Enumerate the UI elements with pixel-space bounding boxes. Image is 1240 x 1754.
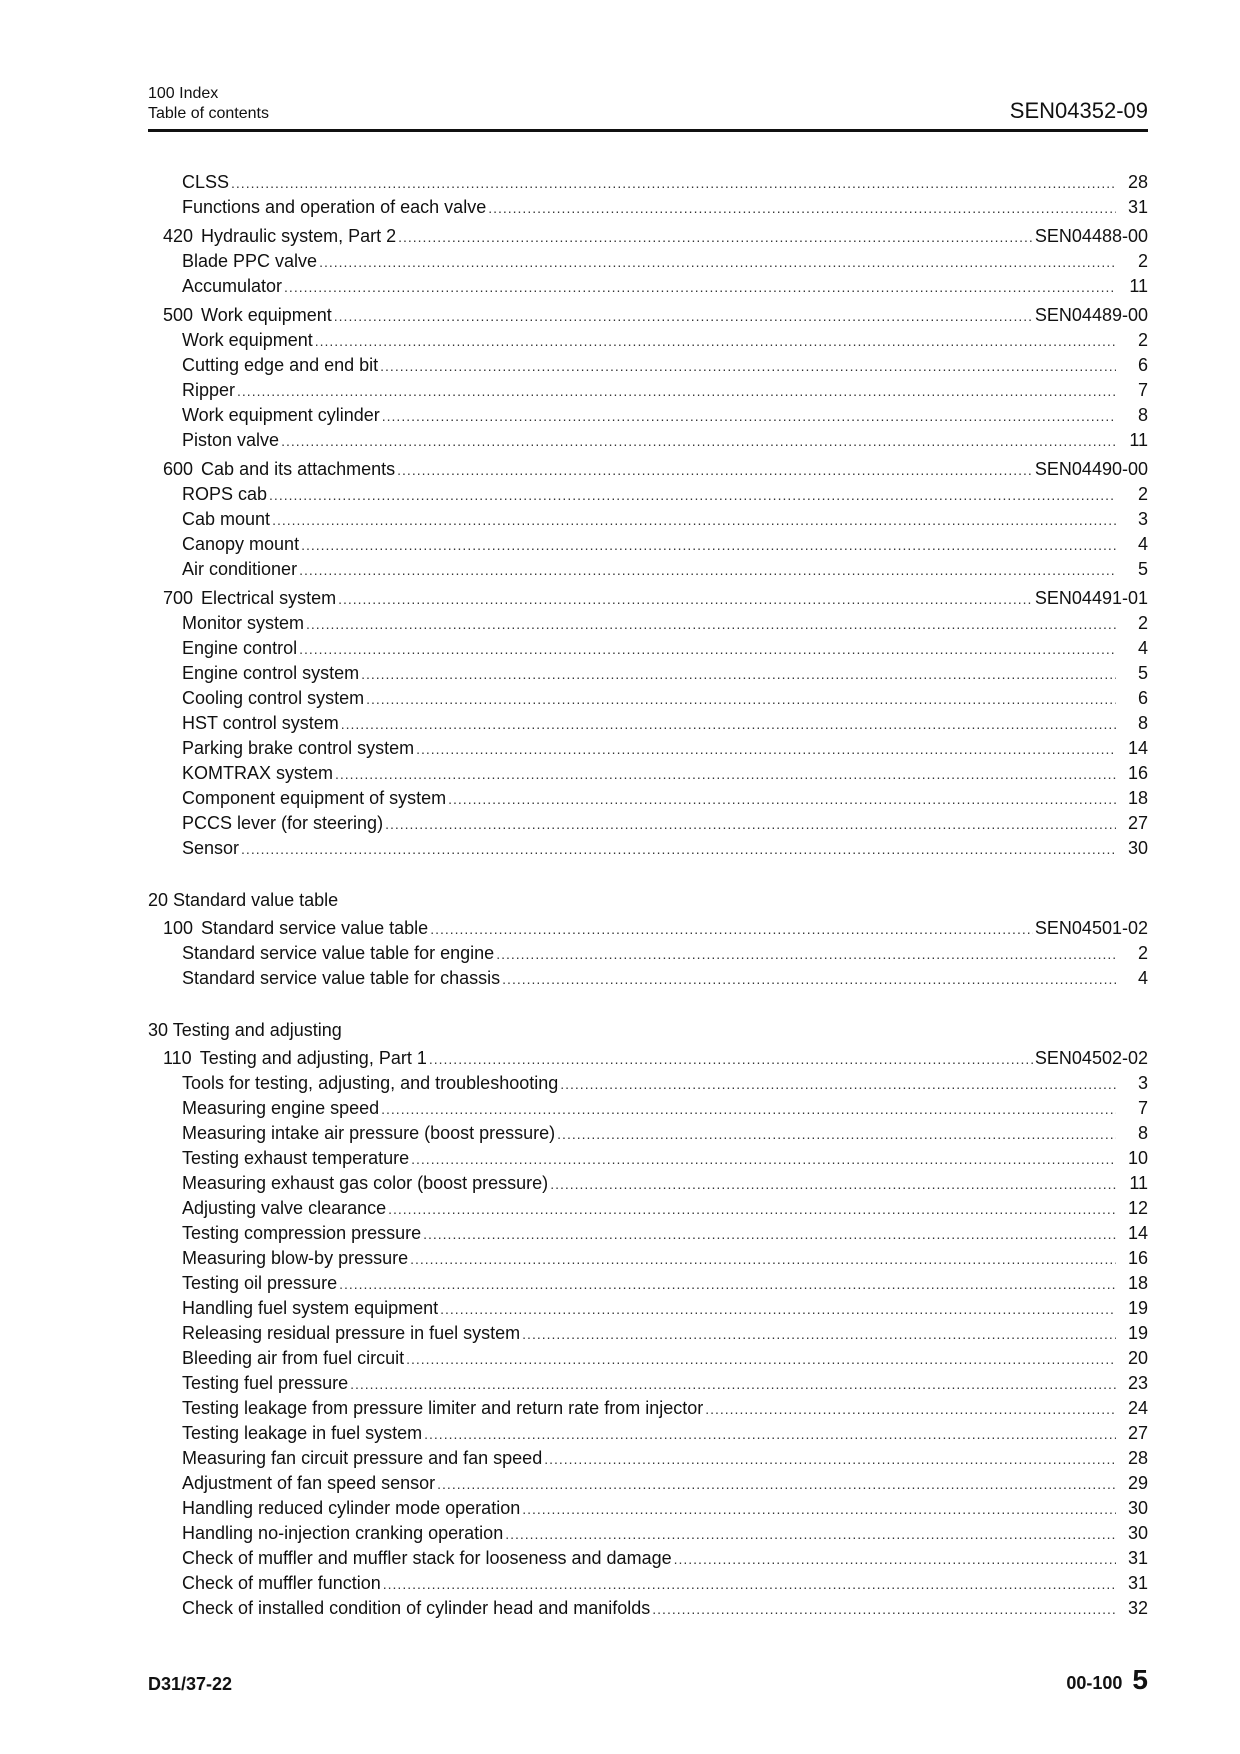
toc-entry-title: Testing leakage in fuel system	[182, 1423, 423, 1443]
footer-model: D31/37-22	[148, 1674, 233, 1694]
toc-section-entry[interactable]	[148, 226, 1148, 251]
toc-dot-leader	[430, 921, 1033, 937]
footer-page-number: 5	[1132, 1664, 1148, 1695]
toc-entry-page: 12	[1127, 1198, 1148, 1218]
toc-entry-page: 2	[1137, 330, 1148, 350]
toc-entry-page: 30	[1127, 838, 1148, 858]
toc-dot-leader	[397, 462, 1033, 478]
toc-entry-title: Blade PPC valve	[182, 251, 318, 271]
toc-entry-title: Check of installed condition of cylinder head and manifolds	[182, 1598, 651, 1618]
toc-entry[interactable]	[148, 1248, 1148, 1273]
toc-entry[interactable]	[148, 509, 1148, 534]
toc-entry[interactable]	[148, 1273, 1148, 1298]
toc-entry-page: 11	[1129, 1173, 1148, 1193]
toc-entry-page: 11	[1129, 430, 1148, 450]
toc-entry-title: HST control system	[182, 713, 339, 733]
toc-entry-title: Testing compression pressure	[182, 1223, 422, 1243]
toc-dot-leader	[674, 1551, 1116, 1567]
toc-dot-leader	[705, 1401, 1116, 1417]
toc-dot-leader	[319, 254, 1116, 270]
toc-entry-title: Check of muffler function	[182, 1573, 381, 1593]
toc-entry[interactable]	[148, 1073, 1148, 1098]
toc-entry[interactable]	[148, 1498, 1148, 1523]
toc-entry[interactable]	[148, 738, 1148, 763]
toc-entry-page: 14	[1127, 738, 1148, 758]
toc-entry-page: 31	[1127, 1573, 1148, 1593]
toc-entry-page: 31	[1127, 1548, 1148, 1568]
toc-dot-leader	[269, 487, 1116, 503]
toc-entry[interactable]	[148, 559, 1148, 584]
toc-entry[interactable]	[148, 430, 1148, 455]
toc-entry-title: Testing oil pressure	[182, 1273, 338, 1293]
toc-entry-page: 10	[1127, 1148, 1148, 1168]
toc-entry[interactable]	[148, 534, 1148, 559]
toc-entry-page: 3	[1137, 1073, 1148, 1093]
toc-entry[interactable]	[148, 613, 1148, 638]
toc-entry[interactable]	[148, 276, 1148, 301]
header-subtitle: Table of contents	[148, 105, 269, 122]
toc-entry[interactable]	[148, 638, 1148, 663]
toc-entry-page: 30	[1127, 1523, 1148, 1543]
toc-entry-title: Engine control	[182, 638, 298, 658]
toc-dot-leader	[241, 841, 1116, 857]
toc-part-heading: 20 Standard value table	[148, 890, 339, 910]
toc-entry-page: 7	[1137, 380, 1148, 400]
table-of-contents	[148, 172, 1148, 1623]
toc-entry[interactable]	[148, 172, 1148, 197]
toc-dot-leader	[284, 279, 1116, 295]
toc-dot-leader	[231, 175, 1116, 191]
toc-entry-title: Tools for testing, adjusting, and troubleshooting	[182, 1073, 559, 1093]
toc-dot-leader	[406, 1351, 1116, 1367]
toc-entry[interactable]	[148, 663, 1148, 688]
toc-dot-leader	[424, 1426, 1116, 1442]
toc-entry-page: 18	[1127, 1273, 1148, 1293]
toc-entry-page: 3	[1137, 509, 1148, 529]
toc-entry-title: Testing exhaust temperature	[182, 1148, 410, 1168]
toc-entry[interactable]	[148, 1123, 1148, 1148]
toc-entry-page: 19	[1127, 1323, 1148, 1343]
toc-entry-title: Adjustment of fan speed sensor	[182, 1473, 436, 1493]
toc-entry[interactable]	[148, 1523, 1148, 1548]
toc-entry-page: 4	[1137, 638, 1148, 658]
toc-dot-leader	[385, 816, 1116, 832]
toc-dot-leader	[237, 383, 1116, 399]
toc-entry-title: Check of muffler and muffler stack for looseness and damage	[182, 1548, 672, 1568]
toc-entry-title: Measuring engine speed	[182, 1098, 380, 1118]
toc-entry-title: Bleeding air from fuel circuit	[182, 1348, 405, 1368]
toc-entry-page: 5	[1137, 559, 1148, 579]
toc-part-heading: 30 Testing and adjusting	[148, 1020, 342, 1040]
toc-entry-title: Measuring intake air pressure (boost pressure)	[182, 1123, 556, 1143]
toc-dot-leader	[299, 641, 1116, 657]
toc-entry-page: 8	[1137, 1123, 1148, 1143]
toc-entry-page: SEN04488-00	[1034, 226, 1148, 246]
toc-entry-page: SEN04491-01	[1034, 588, 1148, 608]
toc-entry-page: 29	[1127, 1473, 1148, 1493]
toc-entry-title: Air conditioner	[182, 559, 298, 579]
toc-dot-leader	[315, 333, 1116, 349]
toc-entry[interactable]	[148, 1548, 1148, 1573]
toc-entry-page: SEN04489-00	[1034, 305, 1148, 325]
toc-entry[interactable]	[148, 380, 1148, 405]
toc-dot-leader	[272, 512, 1116, 528]
toc-entry[interactable]	[148, 1423, 1148, 1448]
toc-dot-leader	[299, 562, 1116, 578]
toc-entry-page: 14	[1127, 1223, 1148, 1243]
toc-section-entry[interactable]	[148, 588, 1148, 613]
toc-entry-page: 6	[1137, 688, 1148, 708]
toc-entry-title: Canopy mount	[182, 534, 300, 554]
toc-entry[interactable]	[148, 1173, 1148, 1198]
header-section: 100 Index	[148, 85, 219, 102]
toc-entry-page: SEN04490-00	[1034, 459, 1148, 479]
toc-entry[interactable]	[148, 1348, 1148, 1373]
toc-entry-page: 19	[1127, 1298, 1148, 1318]
toc-entry-title: Work equipment	[182, 330, 313, 350]
toc-dot-leader	[522, 1501, 1116, 1517]
toc-entry[interactable]	[148, 688, 1148, 713]
toc-entry-page: 27	[1127, 813, 1148, 833]
toc-entry-page: 28	[1127, 172, 1148, 192]
toc-entry-title: Ripper	[182, 380, 236, 400]
toc-dot-leader	[544, 1451, 1116, 1467]
toc-entry-page: 4	[1137, 534, 1148, 554]
toc-entry-title: Cutting edge and end bit	[182, 355, 379, 375]
toc-entry-title: Parking brake control system	[182, 738, 415, 758]
toc-entry-title: Standard service value table	[201, 918, 429, 938]
toc-entry-page: 30	[1127, 1498, 1148, 1518]
toc-entry[interactable]	[148, 197, 1148, 222]
toc-entry[interactable]	[148, 355, 1148, 380]
toc-entry-page: 5	[1137, 663, 1148, 683]
toc-dot-leader	[380, 358, 1116, 374]
toc-entry-page: 2	[1137, 943, 1148, 963]
toc-entry[interactable]	[148, 1373, 1148, 1398]
toc-entry-page: 8	[1137, 713, 1148, 733]
toc-dot-leader	[366, 691, 1116, 707]
toc-entry-title: Cooling control system	[182, 688, 365, 708]
toc-entry-title: Measuring exhaust gas color (boost pressure)	[182, 1173, 549, 1193]
toc-entry-page: 20	[1127, 1348, 1148, 1368]
toc-entry-page: 18	[1127, 788, 1148, 808]
toc-entry-title: Engine control system	[182, 663, 360, 683]
toc-entry-title: Work equipment cylinder	[182, 405, 380, 425]
toc-entry-page: 7	[1137, 1098, 1148, 1118]
toc-entry-page: 24	[1127, 1398, 1148, 1418]
toc-section-entry[interactable]	[148, 305, 1148, 330]
toc-dot-leader	[437, 1476, 1116, 1492]
toc-dot-leader	[301, 537, 1116, 553]
header-doc-number: SEN04352-09	[1009, 98, 1148, 123]
toc-entry-title: Adjusting valve clearance	[182, 1198, 387, 1218]
toc-dot-leader	[334, 308, 1033, 324]
toc-entry-title: Sensor	[182, 838, 240, 858]
toc-section-entry[interactable]	[148, 918, 1148, 943]
footer-code: 00-100	[1066, 1673, 1123, 1693]
toc-dot-leader	[388, 1201, 1116, 1217]
toc-entry-title: Handling fuel system equipment	[182, 1298, 439, 1318]
toc-entry-page: 2	[1137, 251, 1148, 271]
toc-entry[interactable]	[148, 484, 1148, 509]
header-rule	[148, 129, 1148, 132]
toc-entry-page: 32	[1127, 1598, 1148, 1618]
toc-entry-page: 28	[1127, 1448, 1148, 1468]
toc-dot-leader	[429, 1051, 1033, 1067]
toc-dot-leader	[341, 716, 1116, 732]
toc-entry-title: Monitor system	[182, 613, 305, 633]
toc-dot-leader	[560, 1076, 1116, 1092]
toc-entry[interactable]	[148, 1223, 1148, 1248]
toc-section-number: 100	[163, 918, 194, 938]
toc-entry-page: 6	[1137, 355, 1148, 375]
toc-entry-title: Standard service value table for chassis	[182, 968, 501, 988]
toc-entry-page: 4	[1137, 968, 1148, 988]
toc-entry[interactable]	[148, 813, 1148, 838]
toc-entry[interactable]	[148, 405, 1148, 430]
page-header	[148, 84, 1148, 124]
toc-entry-title: KOMTRAX system	[182, 763, 334, 783]
toc-dot-leader	[505, 1526, 1116, 1542]
toc-entry-title: Releasing residual pressure in fuel system	[182, 1323, 521, 1343]
toc-entry-page: 8	[1137, 405, 1148, 425]
toc-entry[interactable]	[148, 251, 1148, 276]
footer-page-ref	[1066, 1664, 1148, 1696]
toc-entry-title: Standard service value table for engine	[182, 943, 495, 963]
toc-entry[interactable]	[148, 788, 1148, 813]
toc-entry-title: Piston valve	[182, 430, 280, 450]
toc-entry-title: PCCS lever (for steering)	[182, 813, 384, 833]
toc-entry-title: Handling no-injection cranking operation	[182, 1523, 504, 1543]
toc-entry-title: Measuring blow-by pressure	[182, 1248, 409, 1268]
toc-entry-page: SEN04501-02	[1034, 918, 1148, 938]
toc-dot-leader	[416, 741, 1116, 757]
toc-entry-page: 27	[1127, 1423, 1148, 1443]
toc-entry-title: Cab and its attachments	[201, 459, 396, 479]
toc-entry-title: Work equipment	[201, 305, 332, 325]
toc-entry-title: Hydraulic system, Part 2	[201, 226, 397, 246]
toc-entry-page: 11	[1129, 276, 1148, 296]
toc-dot-leader	[382, 408, 1116, 424]
toc-entry-page: 31	[1127, 197, 1148, 217]
toc-entry[interactable]	[148, 1473, 1148, 1498]
toc-dot-leader	[652, 1601, 1116, 1617]
toc-dot-leader	[496, 946, 1116, 962]
toc-entry-page: 2	[1137, 484, 1148, 504]
toc-dot-leader	[502, 971, 1116, 987]
toc-entry-page: 23	[1127, 1373, 1148, 1393]
toc-entry[interactable]	[148, 943, 1148, 968]
toc-entry-title: Testing leakage from pressure limiter and return rate from injector	[182, 1398, 704, 1418]
toc-entry-title: ROPS cab	[182, 484, 268, 504]
toc-entry-page: SEN04502-02	[1034, 1048, 1148, 1068]
toc-section-entry[interactable]	[148, 459, 1148, 484]
toc-dot-leader	[448, 791, 1116, 807]
toc-dot-leader	[361, 666, 1116, 682]
toc-section-number: 600	[163, 459, 194, 479]
toc-entry[interactable]	[148, 1573, 1148, 1598]
toc-dot-leader	[411, 1151, 1116, 1167]
toc-entry-title: Electrical system	[201, 588, 337, 608]
toc-entry[interactable]	[148, 1598, 1148, 1623]
toc-entry-title: CLSS	[182, 172, 230, 192]
toc-dot-leader	[522, 1326, 1116, 1342]
toc-dot-leader	[550, 1176, 1116, 1192]
toc-entry[interactable]	[148, 330, 1148, 355]
toc-section-number: 700	[163, 588, 194, 608]
toc-entry-title: Testing fuel pressure	[182, 1373, 349, 1393]
toc-entry-title: Functions and operation of each valve	[182, 197, 487, 217]
toc-dot-leader	[350, 1376, 1116, 1392]
toc-entry-title: Cab mount	[182, 509, 271, 529]
toc-dot-leader	[381, 1101, 1116, 1117]
toc-entry[interactable]	[148, 1323, 1148, 1348]
toc-entry[interactable]	[148, 763, 1148, 788]
toc-entry[interactable]	[148, 838, 1148, 863]
toc-dot-leader	[281, 433, 1116, 449]
toc-entry[interactable]	[148, 1098, 1148, 1123]
toc-dot-leader	[306, 616, 1116, 632]
toc-entry[interactable]	[148, 1298, 1148, 1323]
toc-entry[interactable]	[148, 713, 1148, 738]
toc-dot-leader	[488, 200, 1116, 216]
toc-dot-leader	[410, 1251, 1116, 1267]
toc-entry-title: Testing and adjusting, Part 1	[199, 1048, 427, 1068]
toc-dot-leader	[338, 591, 1033, 607]
toc-section-number: 110	[163, 1048, 192, 1068]
toc-entry-title: Handling reduced cylinder mode operation	[182, 1498, 521, 1518]
toc-entry-title: Measuring fan circuit pressure and fan speed	[182, 1448, 543, 1468]
toc-entry-page: 16	[1127, 763, 1148, 783]
toc-entry-page: 16	[1127, 1248, 1148, 1268]
toc-dot-leader	[398, 229, 1033, 245]
toc-entry[interactable]	[148, 1148, 1148, 1173]
toc-dot-leader	[335, 766, 1116, 782]
toc-entry[interactable]	[148, 1198, 1148, 1223]
toc-dot-leader	[423, 1226, 1116, 1242]
toc-entry[interactable]	[148, 1448, 1148, 1473]
toc-section-entry[interactable]	[148, 1048, 1148, 1073]
toc-dot-leader	[440, 1301, 1116, 1317]
toc-entry[interactable]	[148, 968, 1148, 993]
toc-entry[interactable]	[148, 1398, 1148, 1423]
toc-section-number: 420	[163, 226, 194, 246]
toc-entry-title: Component equipment of system	[182, 788, 447, 808]
toc-dot-leader	[383, 1576, 1116, 1592]
toc-dot-leader	[557, 1126, 1116, 1142]
toc-dot-leader	[339, 1276, 1116, 1292]
toc-entry-page: 2	[1137, 613, 1148, 633]
toc-section-number: 500	[163, 305, 194, 325]
toc-entry-title: Accumulator	[182, 276, 283, 296]
